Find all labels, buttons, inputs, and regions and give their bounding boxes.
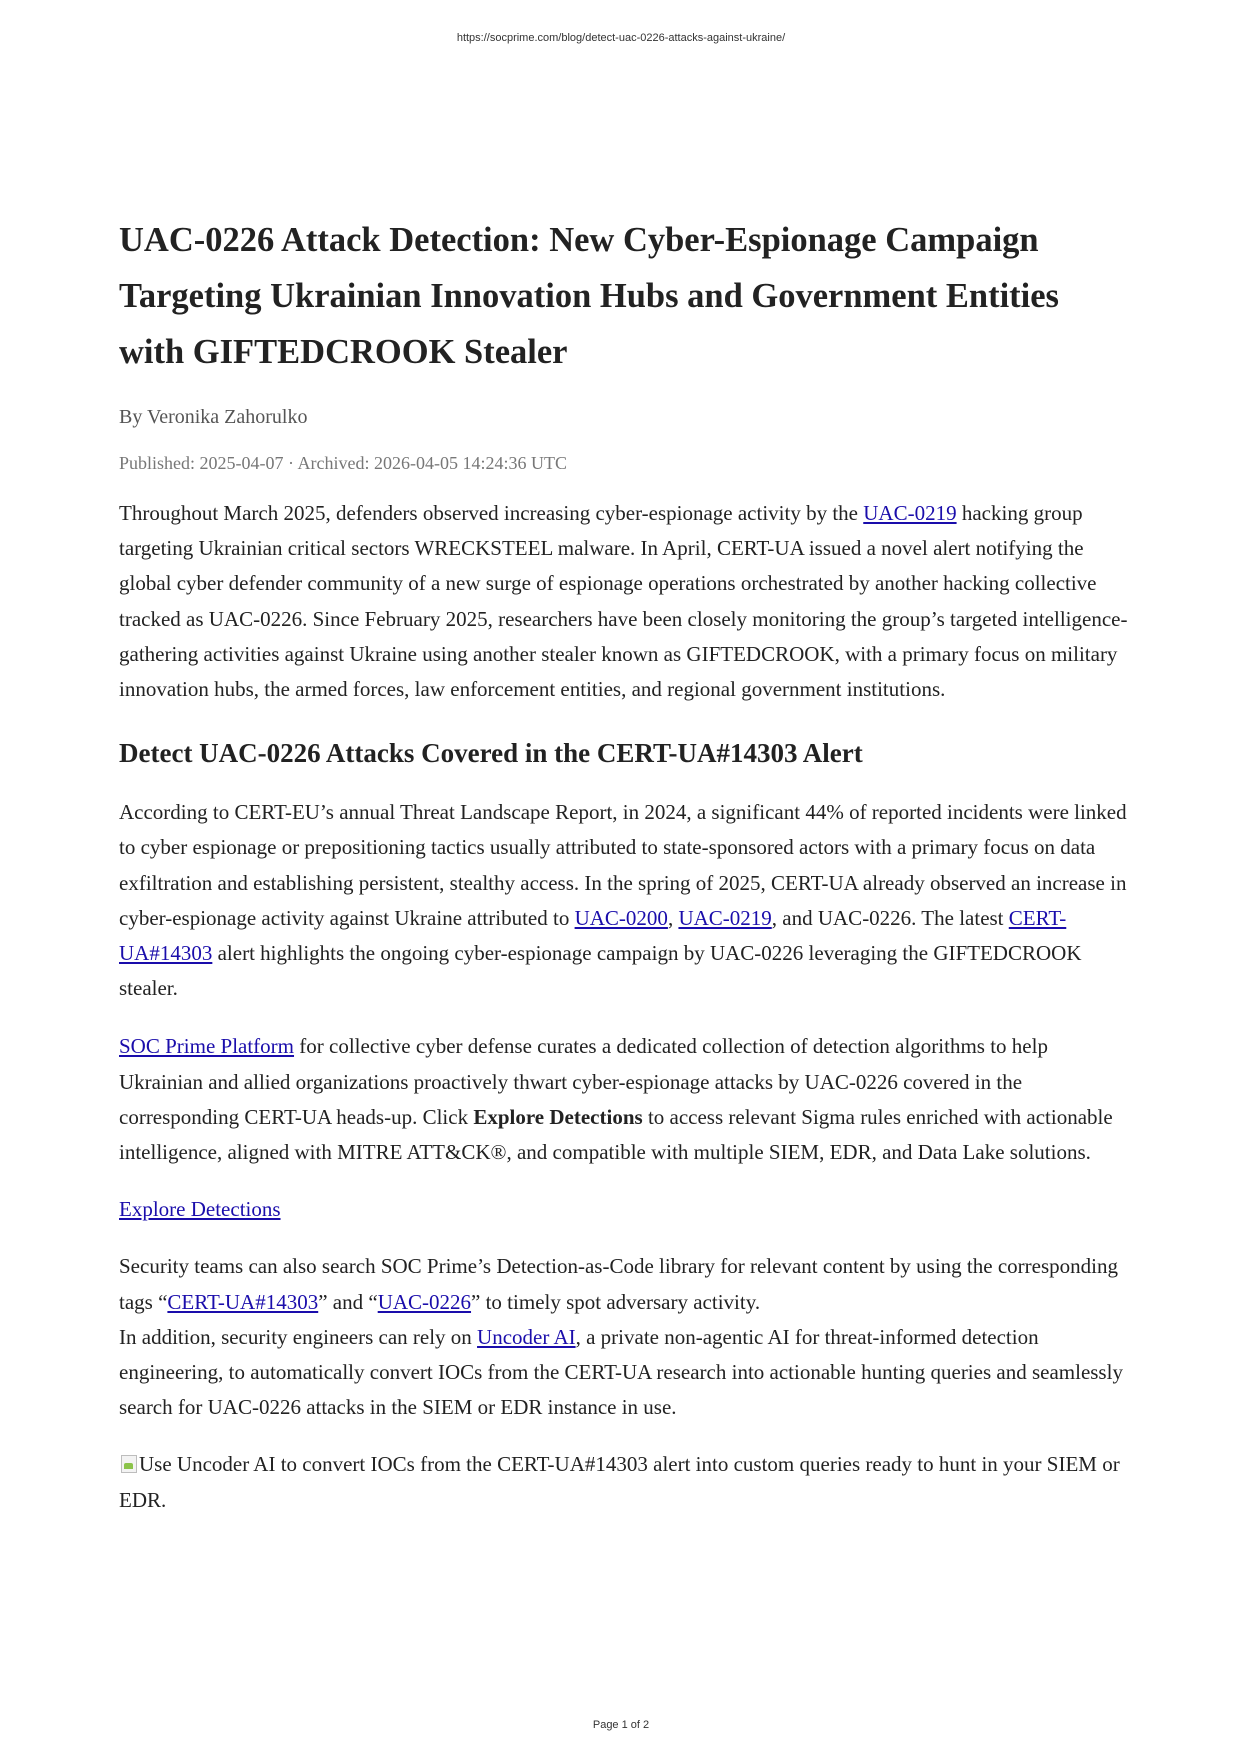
- article-meta: Published: 2025-04-07 · Archived: 2026-04-05 14:24:36 UTC: [119, 453, 567, 473]
- explore-detections-link[interactable]: Explore Detections: [119, 1197, 281, 1222]
- uac-0219-link[interactable]: UAC-0219: [863, 501, 957, 525]
- tag-cert-ua-14303-link[interactable]: CERT-UA#14303: [167, 1289, 319, 1314]
- soc-prime-paragraph: SOC Prime Platform for collective cyber defense curates a dedicated collection of detection algorithms to help Ukrainian and allied organizations proactively thwart cyber-espionage attacks by UAC-0226 covered in the corresponding CERT-UA heads-up. Click Explore Detections to access relevant Sigma rules enriched with actionable intelligence, aligned with MITRE ATT&CK®, and compatible with multiple SIEM, EDR, and Data Lake solutions.: [119, 1034, 1113, 1165]
- uncoder-paragraph: In addition, security engineers can rely on Uncoder AI, a private non-agentic AI for threat-informed detection engineering, to automatically convert IOCs from the CERT-UA research into actionable hunting queries and seamlessly search for UAC-0226 attacks in the SIEM or EDR instance in use.: [119, 1324, 1123, 1420]
- article-title: UAC-0226 Attack Detection: New Cyber-Espionage Campaign Targeting Ukrainian Innovation Hubs and Government Entities with GIFTEDCROOK Stealer: [119, 221, 1059, 371]
- broken-image-alt: Use Uncoder AI to convert IOCs from the CERT-UA#14303 alert into custom queries ready to hunt in your SIEM or EDR.: [119, 1452, 1120, 1512]
- explore-paragraph: [119, 1192, 1129, 1227]
- soc-prime-platform-link[interactable]: SOC Prime Platform: [119, 1034, 295, 1059]
- tag-uac-0226-link[interactable]: UAC-0226: [377, 1289, 472, 1314]
- uac-0219-link-2[interactable]: UAC-0219: [678, 905, 772, 930]
- page-number: Page 1 of 2: [592, 1719, 650, 1731]
- article-byline: By Veronika Zahorulko: [119, 406, 308, 428]
- tags-paragraph: Security teams can also search SOC Prime’s Detection-as-Code library for relevant content by using the corresponding tags “CERT-UA#14303” and “UAC-0226” to timely spot adversary activity.: [119, 1254, 1118, 1314]
- explore-detections-bold: Explore Detections: [473, 1104, 643, 1129]
- cert-eu-paragraph: According to CERT-EU’s annual Threat Landscape Report, in 2024, a significant 44% of reported incidents were linked to cyber espionage or prepositioning tactics usually attributed to state-sponsored actors with a primary focus on data exfiltration and establishing persistent, stealthy access. In the spring of 2025, CERT-UA already observed an increase in cyber-espionage activity against Ukraine attributed to UAC-0200, UAC-0219, and UAC-0226. The latest CERT-UA#14303 alert highlights the ongoing cyber-espionage campaign by UAC-0226 leveraging the GIFTEDCROOK stealer.: [119, 800, 1127, 1001]
- page-url-header: https://socprime.com/blog/detect-uac-0226-attacks-against-ukraine/: [456, 32, 786, 44]
- cert-ua-14303-link[interactable]: CERT-UA#14303: [119, 905, 1067, 966]
- uncoder-ai-link[interactable]: Uncoder AI: [477, 1324, 576, 1349]
- article: [119, 212, 1129, 1518]
- intro-paragraph: Throughout March 2025, defenders observed increasing cyber-espionage activity by the UAC-0219 hacking group targeting Ukrainian critical sectors WRECKSTEEL malware. In April, CERT-UA issued a novel alert notifying the global cyber defender community of a new surge of espionage operations orchestrated by another hacking collective tracked as UAC-0226. Since February 2025, researchers have been closely monitoring the group’s targeted intelligence-gathering activities against Ukraine using another stealer known as GIFTEDCROOK, with a primary focus on military innovation hubs, the armed forces, law enforcement entities, and regional government institutions.: [119, 501, 1128, 702]
- broken-image-icon: [119, 1452, 139, 1474]
- uac-0200-link[interactable]: UAC-0200: [574, 905, 668, 930]
- section-heading: Detect UAC-0226 Attacks Covered in the CERT-UA#14303 Alert: [119, 738, 863, 769]
